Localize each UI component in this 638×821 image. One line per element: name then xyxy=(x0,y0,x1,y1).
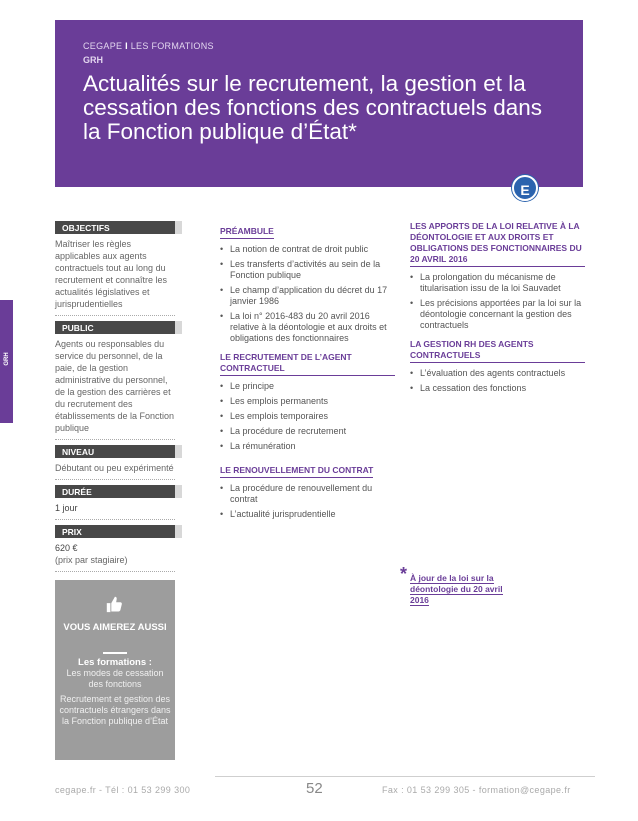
list-item: • L’évaluation des agents contractuels xyxy=(410,368,585,379)
list-item: • La notion de contrat de droit public xyxy=(220,244,395,255)
divider xyxy=(55,479,175,480)
program-column-1 xyxy=(220,221,395,528)
section-recrutement xyxy=(220,352,395,452)
related-formation-2[interactable]: Recrutement et gestion des contractuels étrangers dans la Fonction publique d’État xyxy=(59,694,171,726)
level-badge: E xyxy=(512,175,538,201)
related-formation-1[interactable]: Les modes de cessation des fonctions xyxy=(66,668,164,689)
list-item: • Les transferts d’activités au sein de la Fonction publique xyxy=(220,259,395,281)
list-item: • Le champ d’application du décret du 17 janvier 1986 xyxy=(220,285,395,307)
niveau-text: Débutant ou peu expérimenté xyxy=(55,463,174,473)
page-number: 52 xyxy=(306,780,323,797)
program-column-2 xyxy=(410,221,585,402)
brand-name: CEGAPE xyxy=(83,41,123,51)
section-title: LA GESTION RH DES AGENTS CONTRACTUELS xyxy=(410,339,585,363)
list-item: • La rémunération xyxy=(220,441,395,452)
section-title: LE RECRUTEMENT DE L’AGENT CONTRACTUEL xyxy=(220,352,395,376)
divider xyxy=(55,519,175,520)
prix-note: (prix par stagiaire) xyxy=(55,555,128,565)
section-title: PRÉAMBULE xyxy=(220,226,274,239)
divider xyxy=(55,439,175,440)
list-item: • Les précisions apportées par la loi sur la déontologie concernant la gestion des contractuels xyxy=(410,298,585,331)
section-gestion-rh xyxy=(410,339,585,394)
brand-subtitle: LES FORMATIONS xyxy=(130,41,214,51)
divider xyxy=(55,571,175,572)
side-tab-label: GRH xyxy=(4,352,10,366)
list-item: • La procédure de recrutement xyxy=(220,426,395,437)
objectifs-label: OBJECTIFS xyxy=(55,221,175,234)
prix-value: 620 € xyxy=(55,543,78,553)
page-header xyxy=(55,20,583,187)
section-title: LES APPORTS DE LA LOI RELATIVE À LA DÉONTOLOGIE ET AUX DROITS ET OBLIGATIONS DES FONCTIONNAIRES DU 20 AVRIL 2016 xyxy=(410,221,585,267)
duree-text: 1 jour xyxy=(55,503,78,513)
related-box xyxy=(55,580,175,760)
brand-line xyxy=(83,41,214,51)
side-tab xyxy=(0,300,13,423)
list-item: • Le principe xyxy=(220,381,395,392)
formations-label: Les formations : xyxy=(78,657,152,668)
list-item: • La cessation des fonctions xyxy=(410,383,585,394)
public-label: PUBLIC xyxy=(55,321,175,334)
public-text: Agents ou responsables du service du personnel, de la paie, de la gestion administrative du personnel, de la gestion des carrières et du recrutement des établissements de la Fonction publique xyxy=(55,339,175,433)
footer-divider xyxy=(215,776,595,777)
section-renouvellement xyxy=(220,460,395,520)
category-label: GRH xyxy=(83,55,103,65)
list-item: • La loi n° 2016-483 du 20 avril 2016 relative à la déontologie et aux droits et obligations des fonctionnaires xyxy=(220,311,395,344)
section-apports-loi xyxy=(410,221,585,331)
duree-label: DURÉE xyxy=(55,485,175,498)
brand-separator: I xyxy=(125,41,128,51)
footer-fax-email: Fax : 01 53 299 305 - formation@cegape.fr xyxy=(382,785,571,795)
related-heading: VOUS AIMEREZ AUSSI xyxy=(63,622,167,633)
footer-contact: cegape.fr - Tél : 01 53 299 300 xyxy=(55,785,191,795)
list-item: • La procédure de renouvellement du contrat xyxy=(220,483,395,505)
objectifs-text: Maîtriser les règles applicables aux agents contractuels tout au long du recrutement et connaître les actualités législatives et jurisprudentielles xyxy=(55,239,168,309)
prix-label: PRIX xyxy=(55,525,175,538)
page-title: Actualités sur le recrutement, la gestion et la cessation des fonctions des contractuels dans la Fonction publique d’État* xyxy=(83,71,543,144)
niveau-label: NIVEAU xyxy=(55,445,175,458)
list-item: • Les emplois temporaires xyxy=(220,411,395,422)
list-item: • Les emplois permanents xyxy=(220,396,395,407)
update-note-text: À jour de la loi sur la déontologie du 20 avril 2016 xyxy=(410,573,503,605)
list-item: • La prolongation du mécanisme de titularisation issu de la loi Sauvadet xyxy=(410,272,585,294)
section-preambule xyxy=(220,221,395,344)
divider xyxy=(55,315,175,316)
asterisk: * xyxy=(400,564,408,584)
section-title: LE RENOUVELLEMENT DU CONTRAT xyxy=(220,465,373,478)
list-item: • L’actualité jurisprudentielle xyxy=(220,509,395,520)
divider xyxy=(103,652,127,654)
info-column xyxy=(55,221,175,577)
thumbs-up-icon xyxy=(105,595,123,613)
